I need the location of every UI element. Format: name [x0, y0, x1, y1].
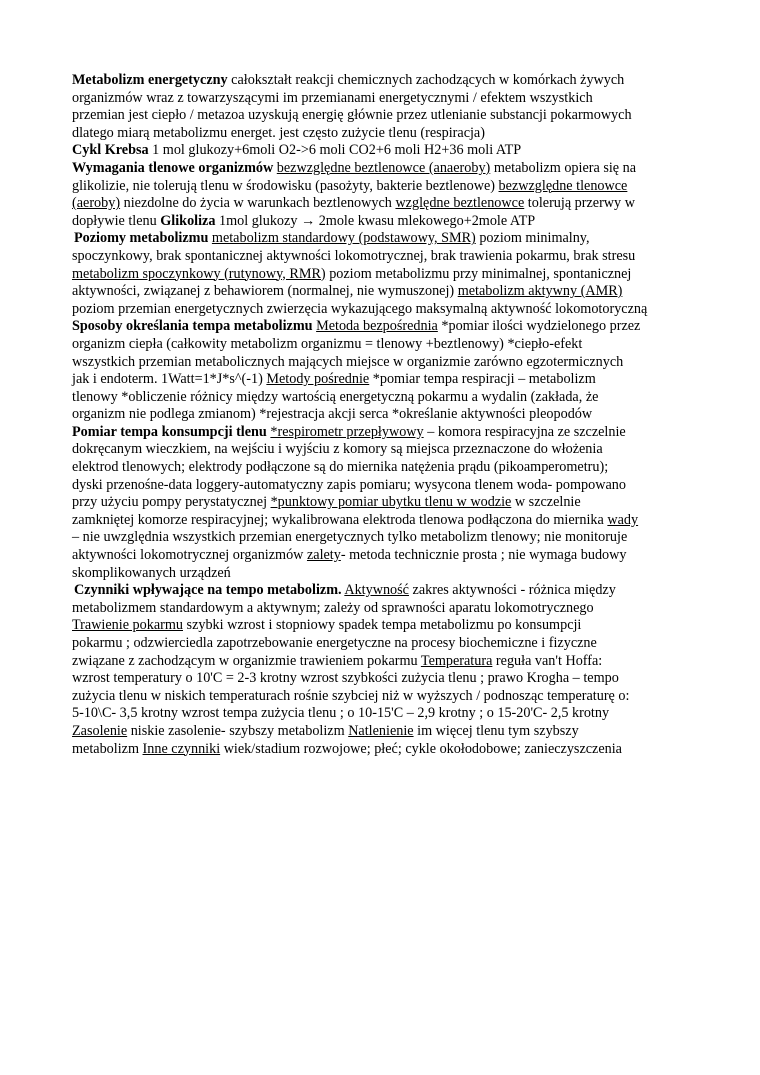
- text-line: [72, 494, 690, 512]
- text-run: *pomiar tempa respiracji – metabolizm: [369, 371, 596, 388]
- text-line: [72, 582, 690, 600]
- underlined-term: Zasolenie: [72, 722, 128, 739]
- text-run: metabolizm: [72, 740, 143, 757]
- underlined-term: zalety: [306, 547, 341, 564]
- text-line: [72, 688, 690, 706]
- underlined-term: metabolizm standardowy (podstawowy, SMR): [211, 230, 476, 247]
- bold-heading: Wymagania tlenowe organizmów: [72, 159, 274, 176]
- text-line: [72, 512, 690, 530]
- text-run: poziom przemian energetycznych zwierzęcia wykazującego maksymalną aktywność lokomotoryczną: [72, 300, 648, 317]
- text-run: organizm nie podlega zmianom) *rejestracja akcji serca *określanie aktywności pleopodów: [72, 406, 593, 423]
- text-run: przemian jest ciepło / metazoa uzyskują energię głównie przez utlenianie substancji pokarmowych: [72, 107, 632, 124]
- text-line: [72, 195, 690, 213]
- text-line: [72, 283, 690, 301]
- underlined-term: Metody pośrednie: [266, 371, 370, 388]
- text-run: 1 mol glukozy+6moli O2->6 moli CO2+6 moli H2+36 moli ATP: [148, 142, 522, 159]
- text-line: [72, 389, 690, 407]
- text-run: tlenowy *obliczenie różnicy między wartością energetyczną pokarmu a wydalin (zakłada, że: [72, 388, 599, 405]
- text-run: jak i endoterm. 1Watt=1*J*s^(-1): [72, 371, 267, 388]
- text-line: [72, 741, 690, 759]
- text-line: [72, 441, 690, 459]
- bold-heading: Czynniki wpływające na tempo metabolizm.: [74, 582, 342, 599]
- text-run: poziom minimalny,: [475, 230, 590, 247]
- text-line: [72, 424, 690, 442]
- text-run: niskie zasolenie- szybszy metabolizm: [127, 722, 349, 739]
- text-run: przy użyciu pompy perystatycznej: [72, 494, 271, 511]
- text-line: [72, 565, 690, 583]
- text-line: [72, 459, 690, 477]
- text-line: [72, 670, 690, 688]
- underlined-term: Trawienie pokarmu: [72, 617, 183, 634]
- text-run: glikolizie, nie tolerują tlenu w środowisku (pasożyty, bakterie beztlenowe): [72, 177, 499, 194]
- text-line: [72, 142, 690, 160]
- bold-heading: Glikoliza: [160, 212, 216, 229]
- text-line: [72, 477, 690, 495]
- text-line: [72, 635, 690, 653]
- bold-heading: Cykl Krebsa: [72, 142, 149, 159]
- text-line: [72, 248, 690, 266]
- underlined-term: Temperatura: [420, 652, 493, 669]
- text-line: [72, 72, 690, 90]
- underlined-term: wady: [607, 511, 639, 528]
- text-line: [72, 600, 690, 618]
- text-run: wszystkich przemian metabolicznych mających miejsce w organizmie zarówno egzotermicznych: [72, 353, 624, 370]
- underlined-term: metabolizm spoczynkowy (rutynowy, RMR): [72, 265, 326, 282]
- underlined-term: *respirometr przepływowy: [270, 423, 424, 440]
- text-line: [72, 160, 690, 178]
- text-line: [72, 371, 690, 389]
- text-run: dokręcanym wieczkiem, na wejściu i wyjściu z komory są miejsca przeznaczone do włożenia: [72, 441, 603, 458]
- text-run: dopływie tlenu: [72, 212, 161, 229]
- text-line: [72, 107, 690, 125]
- text-run: skomplikowanych urządzeń: [72, 564, 231, 581]
- text-run: dlatego miarą metabolizmu energet. jest często zużycie tlenu (respiracja): [72, 124, 485, 141]
- text-run: spoczynkowy, brak spontanicznej aktywności lokomotrycznej, brak trawienia pokarmu, brak stresu: [72, 247, 636, 264]
- underlined-term: Aktywność: [344, 582, 409, 599]
- text-line: [72, 705, 690, 723]
- text-line: [72, 547, 690, 565]
- text-run: aktywności, związanej z behawiorem (normalnej, nie wymuszonej): [72, 283, 458, 300]
- underlined-term: Natlenienie: [348, 722, 414, 739]
- text-line: [72, 178, 690, 196]
- text-line: [72, 617, 690, 635]
- text-run: 5-10\C- 3,5 krotny wzrost tempa zużycia tlenu ; o 10-15'C – 2,9 krotny ; o 15-20'C- 2,5 krotny: [72, 705, 610, 722]
- underlined-term: bezwzględne beztlenowce (anaeroby): [276, 159, 491, 176]
- text-run: związane z zachodzącym w organizmie trawieniem pokarmu: [72, 652, 421, 669]
- text-run: metabolizmem standardowym a aktywnym; zależy od sprawności aparatu lokomotrycznego: [72, 599, 594, 616]
- text-line: [72, 230, 690, 248]
- text-run: zamkniętej komorze respiracyjnej; wykalibrowana elektroda tlenowa podłączona do miernika: [72, 511, 608, 528]
- text-run: aktywności lokomotrycznej organizmów: [72, 547, 307, 564]
- text-line: [72, 90, 690, 108]
- bold-heading: Sposoby określania tempa metabolizmu: [72, 318, 313, 335]
- underlined-term: względne beztlenowce: [395, 195, 525, 212]
- bold-heading: Poziomy metabolizmu: [74, 230, 209, 247]
- text-run: *pomiar ilości wydzielonego przez: [437, 318, 641, 335]
- underlined-term: (aeroby): [72, 195, 121, 212]
- text-run: organizm ciepła (całkowity metabolizm organizmu = tlenowy +beztlenowy) *ciepło-efekt: [72, 335, 583, 352]
- text-run: wiek/stadium rozwojowe; płeć; cykle okołodobowe; zanieczyszczenia: [220, 740, 622, 757]
- document-page: [72, 72, 690, 758]
- text-run: – nie uwzględnia wszystkich przemian energetycznych tylko metabolizm tlenowy; nie monitoruje: [72, 529, 628, 546]
- text-line: [72, 354, 690, 372]
- bold-heading: Metabolizm energetyczny: [72, 72, 228, 88]
- text-run: – komora respiracyjna ze szczelnie: [423, 423, 626, 440]
- underlined-term: metabolizm aktywny (AMR): [457, 283, 623, 300]
- text-run: metabolizm opiera się na: [490, 159, 637, 176]
- text-line: [72, 529, 690, 547]
- text-run: całokształt reakcji chemicznych zachodzących w komórkach żywych: [227, 72, 625, 88]
- text-run: dyski przenośne-data loggery-automatyczny zapis pomiaru; wysycona tlenem woda- pompowano: [72, 476, 626, 493]
- text-run: wzrost temperatury o 10'C = 2-3 krotny wzrost szybkości zużycia tlenu ; prawo Krogha – tempo: [72, 670, 619, 687]
- text-run: szybki wzrost i stopniowy spadek tempa metabolizmu po konsumpcji: [183, 617, 582, 634]
- text-line: [72, 336, 690, 354]
- text-run: organizmów wraz z towarzyszącymi im przemianami energetycznymi / efektem wszystkich: [72, 89, 593, 106]
- text-line: [72, 301, 690, 319]
- text-line: [72, 125, 690, 143]
- text-run: tolerują przerwy w: [524, 195, 635, 212]
- text-run: w szczelnie: [511, 494, 581, 511]
- text-line: [72, 318, 690, 336]
- text-line: [72, 723, 690, 741]
- text-line: [72, 653, 690, 671]
- text-run: zakres aktywności - różnica między: [408, 582, 616, 599]
- underlined-term: *punktowy pomiar ubytku tlenu w wodzie: [270, 494, 512, 511]
- underlined-term: Inne czynniki: [142, 740, 221, 757]
- text-line: [72, 266, 690, 284]
- text-run: zużycia tlenu w niskich temperaturach rośnie szybciej niż w wyższych / podnosząc temperaturę o:: [72, 687, 630, 704]
- text-run: im więcej tlenu tym szybszy: [413, 722, 579, 739]
- text-line: [72, 213, 690, 231]
- bold-heading: Pomiar tempa konsumpcji tlenu: [72, 423, 267, 440]
- underlined-term: Metoda bezpośrednia: [316, 318, 438, 335]
- text-run: reguła van't Hoffa:: [492, 652, 603, 669]
- text-line: [72, 406, 690, 424]
- text-run: poziom metabolizmu przy minimalnej, spontanicznej: [325, 265, 632, 282]
- text-run: pokarmu ; odzwierciedla zapotrzebowanie energetyczne na procesy biochemiczne i fizyczne: [72, 635, 597, 651]
- underlined-term: bezwzględne tlenowce: [498, 177, 628, 194]
- text-run: - metoda technicznie prosta ; nie wymaga budowy: [340, 547, 627, 564]
- text-run: niezdolne do życia w warunkach beztlenowych: [120, 195, 396, 212]
- text-run: elektrod tlenowych; elektrody podłączone są do miernika natężenia prądu (pikoamperometru);: [72, 459, 609, 476]
- text-run: 1mol glukozy → 2mole kwasu mlekowego+2mole ATP: [215, 212, 536, 229]
